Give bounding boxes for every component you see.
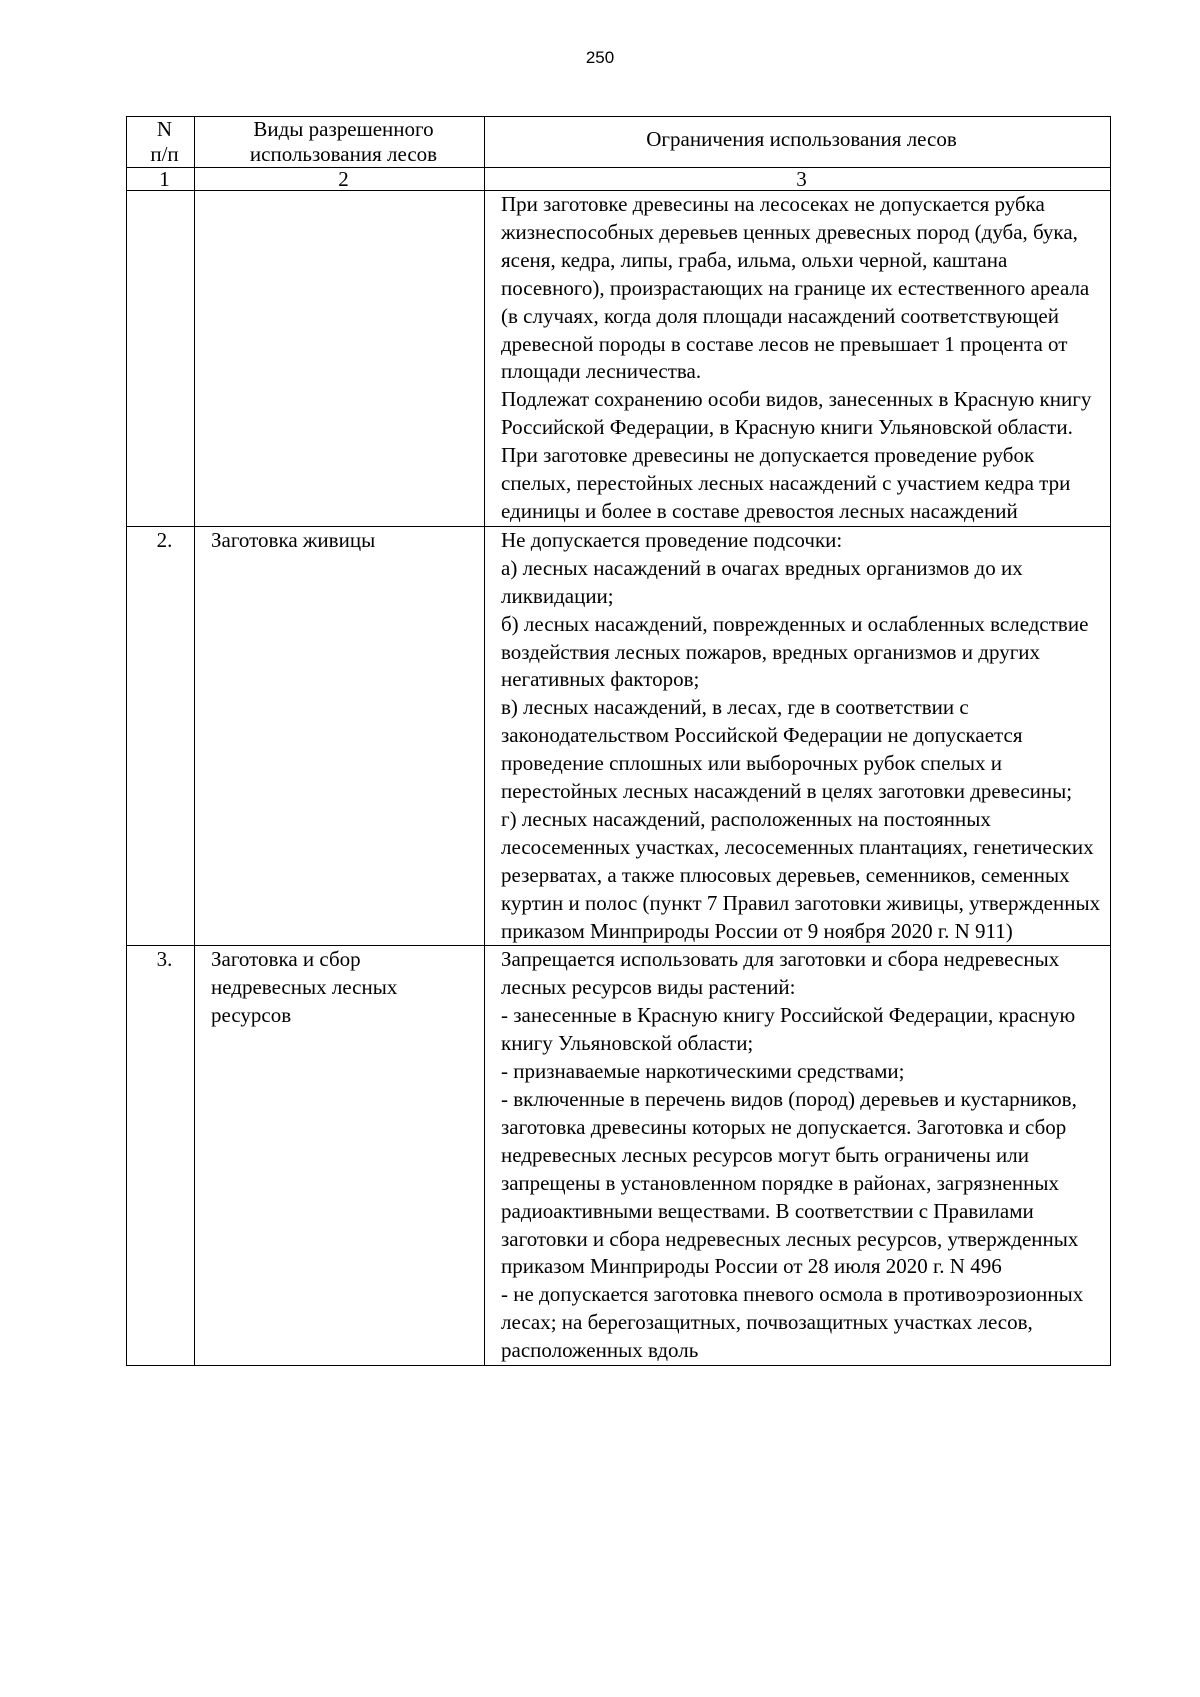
row-use-type: Заготовка и сбор недревесных лесных ресурсов [195, 946, 485, 1366]
restriction-paragraph: г) лесных насаждений, расположенных на постоянных лесосеменных участках, лесосеменных плантациях, генетических резерватах, а также плюсовых деревьев, семенников, семенных куртин и полос (пункт 7 Правил заготовки живицы, утвержденных приказом Минприроды России от 9 ноября 2020 г. N 911) [501, 806, 1101, 943]
page-number: 250 [585, 48, 615, 67]
header-use-type-line-2: использования лесов [249, 142, 438, 166]
table-row [127, 526, 1111, 946]
row-restrictions [485, 946, 1111, 1366]
header-restrictions: Ограничения использования лесов [485, 117, 1111, 168]
restriction-paragraph: При заготовке древесины не допускается проведение рубок спелых, перестойных лесных насаждений с участием кедра три единицы и более в составе древостоя лесных насаждений [501, 443, 1071, 523]
row-number: 3. [127, 946, 195, 1366]
column-number-1: 1 [127, 168, 195, 191]
restriction-paragraph: При заготовке древесины на лесосеках не допускается рубка жизнеспособных деревьев ценных древесных пород (дуба, бука, ясеня, кедра, липы, граба, ильма, ольхи черной, каштана посевного), произрастающих на границе их естественного ареала (в случаях, когда доля площади насаждений соответствующей древесной породы в составе лесов не превышает 1 процента от площади лесничества. [501, 192, 1090, 384]
header-number-line-2: п/п [150, 142, 179, 166]
restriction-paragraph: - не допускается заготовка пневого осмола в противоэрозионных лесах; на берегозащитных, почвозащитных участках лесов, расположенных вдоль [501, 1282, 1084, 1363]
column-number-3: 3 [485, 168, 1111, 191]
restriction-paragraph: в) лесных насаждений, в лесах, где в соответствии с законодательством Российской Федерации не допускается проведение сплошных или выборочных рубок спелых и перестойных лесных насаждений в целях заготовки древесины; [501, 695, 1073, 804]
restriction-paragraph: а) лесных насаждений в очагах вредных организмов до их ликвидации; [501, 555, 1023, 608]
header-use-type-line-1: Виды разрешенного [253, 117, 434, 141]
row-use-type: Заготовка живицы [195, 526, 485, 946]
row-restrictions [485, 526, 1111, 946]
row-number: 2. [127, 526, 195, 946]
restriction-paragraph: - признаваемые наркотическими средствами; [501, 1059, 905, 1084]
header-number [127, 117, 195, 168]
column-number-2: 2 [195, 168, 485, 191]
table-row [127, 946, 1111, 1366]
row-restrictions [485, 191, 1111, 527]
restriction-paragraph: Не допускается проведение подсочки: [501, 527, 843, 552]
restriction-paragraph: Запрещается использовать для заготовки и сбора недревесных лесных ресурсов виды растений: [501, 947, 1060, 1000]
header-use-type [195, 117, 485, 168]
header-number-line-1: N [156, 117, 173, 141]
restriction-paragraph: - занесенные в Красную книгу Российской Федерации, красную книгу Ульяновской области; [501, 1003, 1076, 1056]
restriction-paragraph: - включенные в перечень видов (пород) деревьев и кустарников, заготовка древесины которых не допускается. Заготовка и сбор недревесных лесных ресурсов могут быть ограничены или запрещены в установленном порядке в районах, загрязненных радиоактивными веществами. В соответствии с Правилами заготовки и сбора недревесных лесных ресурсов, утвержденных приказом Минприроды России от 28 июля 2020 г. N 496 [501, 1087, 1079, 1279]
table-row [127, 191, 1111, 527]
row-use-type [195, 191, 485, 527]
row-number [127, 191, 195, 527]
table-header-row [127, 117, 1111, 168]
forest-use-restrictions-table [126, 116, 1111, 1366]
column-number-row [127, 168, 1111, 191]
restriction-paragraph: Подлежат сохранению особи видов, занесенных в Красную книгу Российской Федерации, в Красную книги Ульяновской области. [501, 387, 1092, 440]
restriction-paragraph: б) лесных насаждений, поврежденных и ослабленных вследствие воздействия лесных пожаров, вредных организмов и других негативных факторов; [501, 611, 1089, 692]
